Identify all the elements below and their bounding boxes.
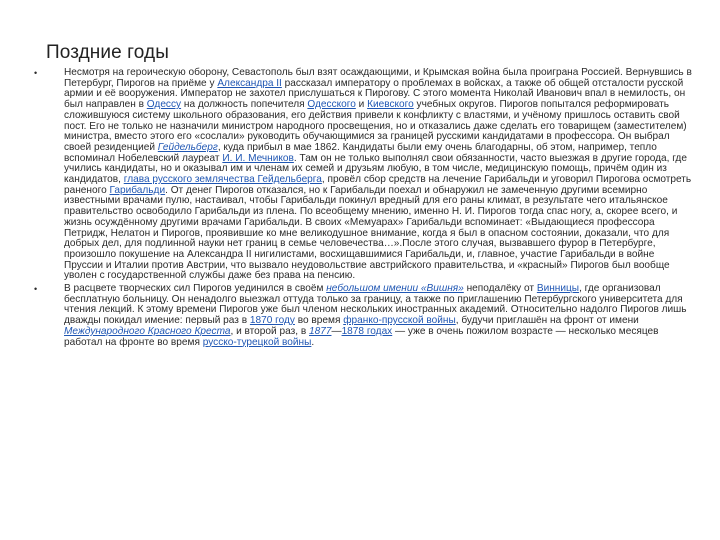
text-segment: . Там он не только выполнял свои обязанности, часто выезжая в другие города, где учились кандидаты, но и оказывал им и членам их семей и друзьям любую, в том числе, медицинскую помощь, причём один из кандидатов,: [64, 152, 687, 186]
text-segment: во время: [294, 315, 344, 327]
paragraph-vishnya: [64, 284, 694, 348]
link-mechnikov[interactable]: И. И. Мечников: [222, 152, 294, 164]
list-item: [34, 284, 694, 348]
link-odessa-district[interactable]: Одесского: [307, 99, 356, 111]
text-segment: В расцвете творческих сил Пирогов уединился в своём: [64, 283, 327, 295]
text-segment: , провёл сбор средств на лечение Гарибальди и уговорил Пирогова осмотреть раненого: [64, 174, 692, 196]
link-alexander-ii[interactable]: Александра II: [217, 77, 282, 89]
link-kiev-district[interactable]: Киевского: [367, 99, 414, 111]
text-segment: , где организовал бесплатную больницу. Он ненадолго выезжал оттуда только за границу, а также по приглашению Петербургского университета для чтения лекций. К этому времени Пирогов уже был членом нескольких иностранных академий. Относительно надолго Пирогов лишь дважды покидал имение: первый раз в: [64, 283, 687, 327]
text-segment: Несмотря на героическую оборону, Севастополь был взят осаждающими, и Крымская война была проиграна Россией. Вернувшись в Петербург, Пирогов на приёме у: [64, 67, 692, 89]
link-vinnitsa[interactable]: Винницы: [536, 283, 580, 295]
text-segment: и: [355, 99, 368, 111]
link-heidelberg-community[interactable]: глава русского землячества Гейдельберга: [123, 174, 322, 186]
paragraph-late-years: [64, 68, 694, 282]
bullet-list: [34, 68, 694, 348]
link-odessa[interactable]: Одессу: [146, 99, 182, 111]
text-segment: , будучи приглашён на фронт от имени: [455, 315, 639, 327]
link-1878[interactable]: 1878 годах: [341, 325, 393, 337]
text-segment: на должность попечителя: [181, 99, 308, 111]
text-segment: , и второй раз, в: [230, 325, 309, 337]
link-red-cross[interactable]: Международного Красного Креста: [64, 325, 231, 337]
link-garibaldi[interactable]: Гарибальди: [109, 184, 166, 196]
link-heidelberg[interactable]: Гейдельберг: [157, 141, 218, 153]
link-russo-turkish-war[interactable]: русско-турецкой войны: [202, 336, 312, 348]
link-franco-prussian-war[interactable]: франко-прусской войны: [343, 315, 456, 327]
text-segment: учебных округов. Пирогов попытался реформировать сложившуюся систему школьного образования, его действия привели к конфликту с властями, и учёному пришлось оставить свой пост. Его не только не назначили министром народного просвещения, но и отказались даже сделать его товарищем (заместителем) министра, вместо этого его «сослали» руководить обучающимися за границей русскими кандидатами в профессора. Он выбрал своей резиденцией: [64, 99, 687, 153]
link-1870[interactable]: 1870 году: [249, 315, 295, 327]
text-segment: , куда прибыл в мае 1862. Кандидаты были ему очень благодарны, об этом, например, тепло вспоминал Нобелевский лауреат: [64, 141, 657, 164]
bullet-marker: •: [34, 284, 38, 295]
text-segment: — уже в очень пожилом возрасте — несколько месяцев работал на фронте во время: [64, 325, 659, 348]
text-segment: рассказал императору о проблемах в войсках, а также об общей отсталости русской армии и её вооружения. Император не захотел прислушаться к Пирогову. С этого момента Николай Иванович впал в немилость, он был направлен в: [64, 77, 686, 111]
text-segment: —: [331, 325, 342, 337]
text-segment: неподалёку от: [463, 283, 537, 295]
list-item: [34, 68, 694, 282]
text-segment: .: [311, 336, 315, 348]
link-1877[interactable]: 1877: [309, 325, 332, 337]
slide-title: Поздние годы: [46, 42, 169, 63]
bullet-marker: •: [34, 68, 38, 78]
text-segment: . От денег Пирогов отказался, но к Гарибальди поехал и обнаружил не замеченную другими всемирно известными врачами пулю, настаивал, чтобы Гарибальди покинул вредный для его раны климат, в результате чего итальянское правительство освободило Гарибальди из плена. По всеобщему мнению, именно Н. И. Пирогов тогда спас ногу, а, скорее всего, и жизнь осуждённому другими врачами Гарибальди. В своих «Мемуарах» Гарибальди вспоминает: «Выдающиеся профессора Петридж, Нелатон и Пирогов, проявившие ко мне великодушное внимание, когда я был в опасном состоянии, доказали, что для добрых дел, для подлинной науки нет границ в семье человечества…».После этого случая, вызвавшего фурор в Петербурге, произошло покушение на Александра II нигилистами, восхищавшимися Гарибальди, и, главное, участие Гарибальди в войне Пруссии и Италии против Австрии, что вызвало неудовольствие австрийского правительства, и «красный» Пирогов был вообще уволен с государственной службы даже без права на пенсию.: [64, 184, 678, 282]
link-vishnya-estate[interactable]: небольшом имении «Вишня»: [326, 283, 464, 295]
